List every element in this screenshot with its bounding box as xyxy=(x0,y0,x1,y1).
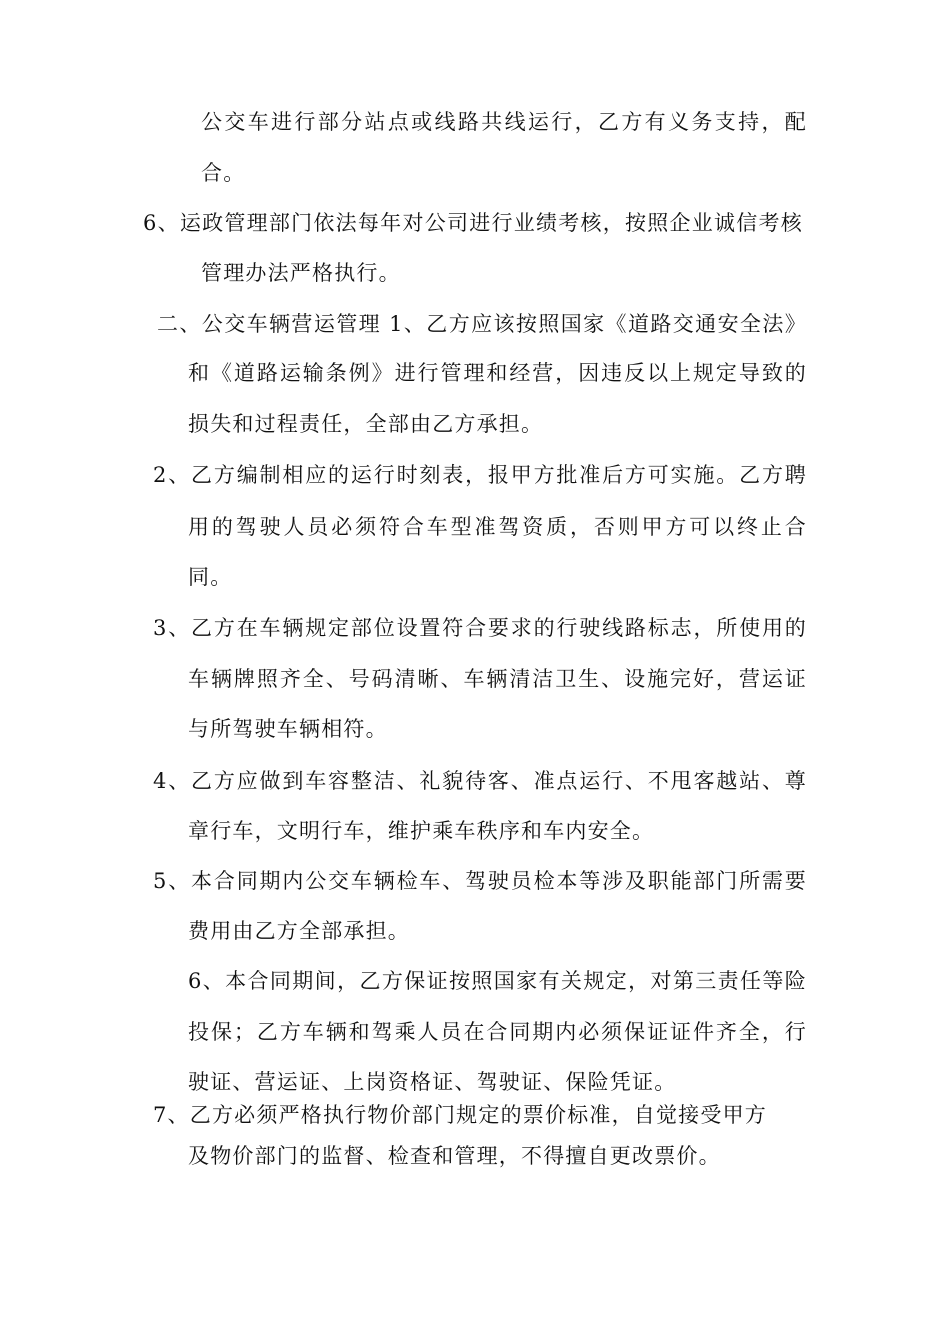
text-line: 和《道路运输条例》进行管理和经营，因违反以上规定导致的 xyxy=(188,361,807,385)
text-line: 5、本合同期内公交车辆检车、驾驶员检本等涉及职能部门所需要 xyxy=(153,869,807,893)
text-line: 费用由乙方全部承担。 xyxy=(188,919,410,943)
text-line: 管理办法严格执行。 xyxy=(201,261,401,285)
text-line: 用的驾驶人员必须符合车型准驾资质，否则甲方可以终止合 xyxy=(188,515,807,539)
text-line: 6、运政管理部门依法每年对公司进行业绩考核，按照企业诚信考核 xyxy=(143,211,803,235)
text-line: 4、乙方应做到车容整洁、礼貌待客、准点运行、不甩客越站、尊 xyxy=(153,769,807,793)
text-line: 车辆牌照齐全、号码清晰、车辆清洁卫生、设施完好，营运证 xyxy=(188,667,807,691)
text-line: 2、乙方编制相应的运行时刻表，报甲方批准后方可实施。乙方聘 xyxy=(153,463,807,487)
text-line: 合。 xyxy=(201,161,246,185)
text-line: 及物价部门的监督、检查和管理，不得擅自更改票价。 xyxy=(188,1144,721,1168)
text-line: 同。 xyxy=(188,565,233,589)
text-line: 章行车，文明行车，维护乘车秩序和车内安全。 xyxy=(188,819,655,843)
text-line: 6、本合同期间，乙方保证按照国家有关规定，对第三责任等险 xyxy=(188,969,807,993)
text-line: 损失和过程责任，全部由乙方承担。 xyxy=(188,412,544,436)
section-heading-line: 二、公交车辆营运管理 1、乙方应该按照国家《道路交通安全法》 xyxy=(157,312,807,336)
text-line: 投保；乙方车辆和驾乘人员在合同期内必须保证证件齐全，行 xyxy=(188,1020,807,1044)
text-line: 驶证、营运证、上岗资格证、驾驶证、保险凭证。 xyxy=(188,1070,677,1094)
text-line: 3、乙方在车辆规定部位设置符合要求的行驶线路标志，所使用的 xyxy=(153,616,807,640)
text-line: 与所驾驶车辆相符。 xyxy=(188,717,388,741)
text-line: 公交车进行部分站点或线路共线运行，乙方有义务支持，配 xyxy=(201,110,807,134)
text-line: 7、乙方必须严格执行物价部门规定的票价标准，自觉接受甲方 xyxy=(153,1103,767,1127)
